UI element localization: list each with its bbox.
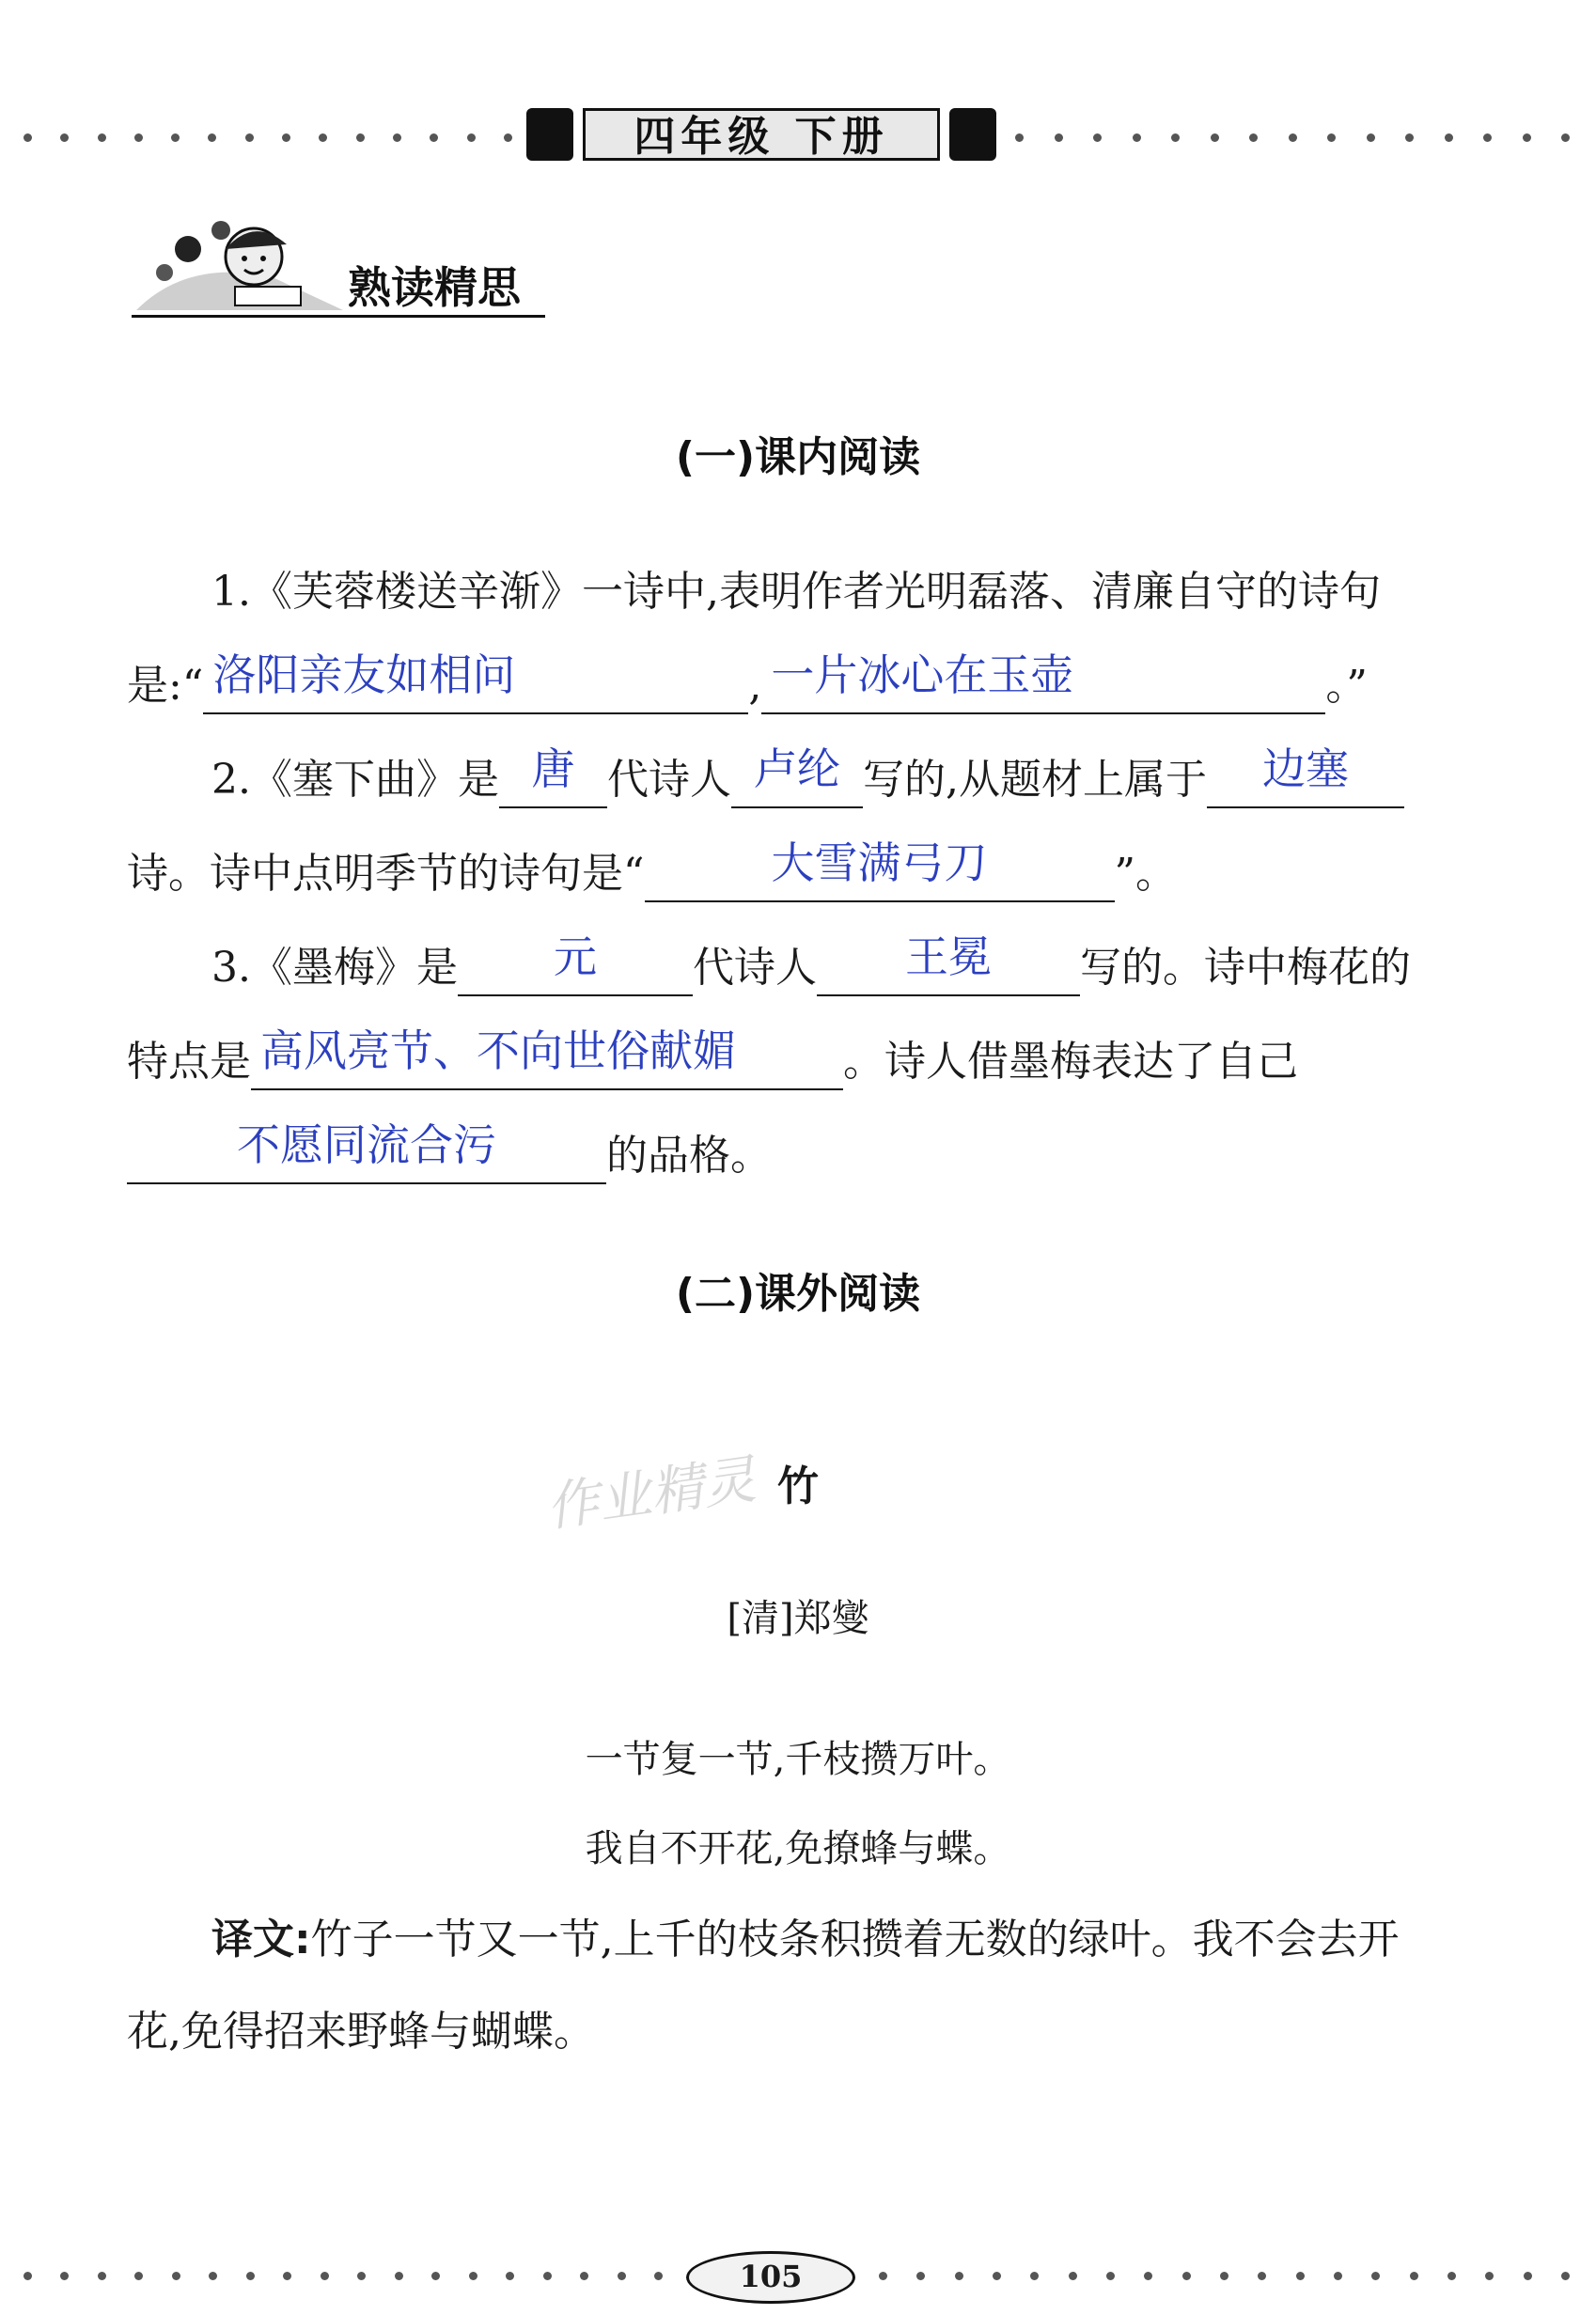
page-header: [526, 108, 996, 164]
q2-answer-3: 边塞: [1261, 743, 1349, 794]
top-dotted-rule-left: [23, 132, 512, 143]
q2-blank-1[interactable]: [499, 743, 607, 808]
part1-heading: (一)课内阅读: [675, 433, 921, 481]
q1-answer-1: 洛阳亲友如相问: [212, 649, 516, 700]
q1-blank-1[interactable]: [203, 649, 748, 714]
q3-text-5: 。诗人借墨梅表达了自己: [843, 1038, 1298, 1086]
q3-text-3: 写的。诗中梅花的: [1079, 944, 1411, 992]
q2-answer-2: 卢纶: [753, 743, 840, 794]
q2-text-3: 写的,从题材上属于: [862, 756, 1207, 804]
q2-answer-4: 大雪满弓刀: [771, 837, 988, 888]
q3-line1: [211, 931, 1411, 996]
q1-prefix: 是:“: [127, 662, 204, 710]
q3-text-1: 3.《墨梅》是: [211, 944, 458, 992]
reading-girl-icon: [132, 202, 348, 315]
page-number-badge: [686, 2251, 855, 2304]
q1-end: 。”: [1325, 662, 1368, 710]
section-title: 熟读精思: [348, 262, 521, 313]
section-underline: [132, 315, 545, 318]
q3-text-6: 的品格。: [606, 1132, 772, 1180]
watermark: 作业精灵: [542, 1448, 760, 1540]
stack-icon: [949, 108, 996, 161]
q3-blank-2[interactable]: [817, 931, 1080, 996]
q1-text: 1.《芙蓉楼送辛渐》一诗中,表明作者光明磊落、清廉自守的诗句: [211, 568, 1381, 616]
bottom-dotted-rule-left: [23, 2270, 663, 2281]
q2-text-1: 2.《塞下曲》是: [211, 756, 499, 804]
part2-heading: (二)课外阅读: [675, 1270, 921, 1318]
q3-text-2: 代诗人: [692, 944, 817, 992]
q3-text-4: 特点是: [127, 1038, 251, 1086]
q2-blank-2[interactable]: [731, 743, 863, 808]
translation-paragraph: [127, 1894, 1415, 2078]
q2-text-2: 代诗人: [606, 756, 731, 804]
q2-line1: [211, 743, 1404, 808]
q3-answer-1: 元: [553, 931, 597, 982]
q3-blank-3[interactable]: [251, 1025, 843, 1090]
q3-line3: [127, 1119, 772, 1184]
book-icon: [526, 108, 573, 161]
q3-blank-4[interactable]: [127, 1119, 606, 1184]
q1-answer-2: 一片冰心在玉壶: [771, 649, 1074, 700]
q1-blank-2[interactable]: [761, 649, 1325, 714]
q2-answer-1: 唐: [531, 743, 575, 794]
top-dotted-rule-right: [1015, 132, 1570, 143]
page-number: 105: [739, 2259, 803, 2294]
bottom-dotted-rule-right: [879, 2270, 1570, 2281]
q3-blank-1[interactable]: [458, 931, 693, 996]
poem-line-2: 我自不开花,免撩蜂与蝶。: [585, 1827, 1011, 1870]
q2-text-5: ”。: [1114, 850, 1177, 898]
q1-line2: [127, 649, 1368, 714]
q1-line1: [211, 564, 1381, 620]
grade-title: 四年级 下册: [583, 108, 940, 161]
translation-text: 竹子一节又一节,上千的枝条积攒着无数的绿叶。我不会去开花,免得招来野蜂与蝴蝶。: [127, 1916, 1400, 2056]
q3-line2: [127, 1025, 1298, 1090]
q2-line2: [127, 837, 1177, 902]
q3-answer-2: 王冕: [904, 931, 992, 982]
q3-answer-3: 高风亮节、不向世俗献媚: [260, 1025, 736, 1076]
q2-blank-3[interactable]: [1207, 743, 1404, 808]
section-badge: [132, 202, 545, 324]
poem-title: 竹: [777, 1463, 819, 1510]
translation-label: 译文:: [211, 1916, 311, 1963]
q2-text-4: 诗。诗中点明季节的诗句是“: [127, 850, 645, 898]
q2-blank-4[interactable]: [645, 837, 1115, 902]
q3-answer-4: 不愿同流合污: [237, 1119, 496, 1170]
poem-author: [清]郑燮: [727, 1597, 869, 1640]
q1-separator: ,: [748, 662, 762, 710]
poem-line-1: 一节复一节,千枝攒万叶。: [585, 1738, 1011, 1781]
